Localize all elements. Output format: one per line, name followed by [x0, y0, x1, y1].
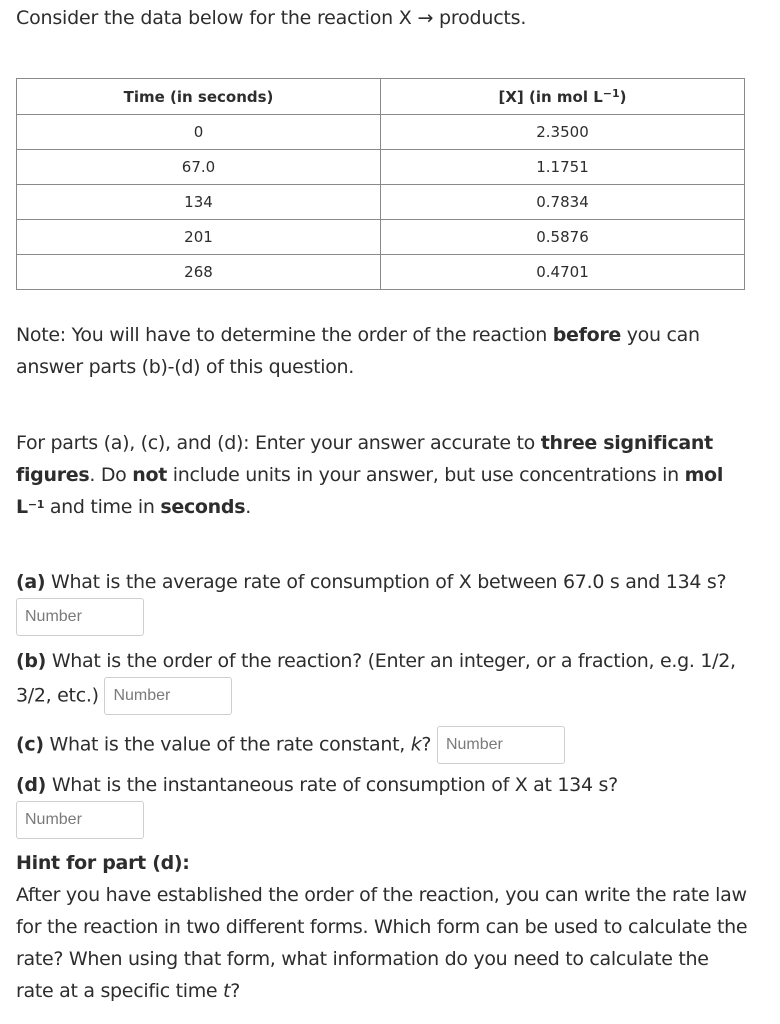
- answer-a-input[interactable]: [16, 598, 144, 636]
- table-row: [17, 115, 745, 150]
- time-cell: 268: [17, 255, 381, 290]
- question-b: (b) What is the order of the reaction? (Enter an integer, or a fraction, e.g. 1/2, 3/2, etc.) Number: [16, 645, 751, 715]
- data-table: [16, 78, 745, 290]
- time-cell: 0: [17, 115, 381, 150]
- note-paragraph: Note: You will have to determine the order of the reaction before you can answer parts (b)-(d) of this question.: [16, 324, 700, 378]
- table-row: [17, 220, 745, 255]
- question-b-label: (b): [16, 650, 47, 672]
- question-d: (d) What is the instantaneous rate of consumption of X at 134 s?: [16, 774, 618, 796]
- table-row: [17, 185, 745, 220]
- question-c-label: (c): [16, 733, 44, 756]
- concentration-cell: 0.7834: [381, 185, 745, 220]
- concentration-column-header: [X] (in mol $L^{-1}$): [381, 79, 745, 115]
- answer-b-input[interactable]: [104, 677, 232, 715]
- time-cell: 134: [17, 185, 381, 220]
- question-c: (c) What is the value of the rate constant, k? Number: [16, 726, 751, 764]
- question-d-label: (d): [16, 774, 47, 796]
- answer-c-input[interactable]: [437, 726, 565, 764]
- concentration-cell: 0.5876: [381, 220, 745, 255]
- intro-text: Consider the data below for the reaction X → products.: [16, 7, 527, 29]
- time-cell: 201: [17, 220, 381, 255]
- time-cell: 67.0: [17, 150, 381, 185]
- concentration-cell: 0.4701: [381, 255, 745, 290]
- concentration-cell: 2.3500: [381, 115, 745, 150]
- question-a-label: (a): [16, 571, 46, 593]
- concentration-cell: 1.1751: [381, 150, 745, 185]
- instructions-paragraph: For parts (a), (c), and (d): Enter your answer accurate to three significant figures. Do not include units in your answer, but use concentrations in mol $L^{-1}$ and time in seconds.: [16, 432, 724, 518]
- table-row: [17, 255, 745, 290]
- hint-block: Hint for part (d): After you have established the order of the reaction, you can write the rate law for the reaction in two different forms. Which form can be used to calculate the rate? When using that form, what information do you need to calculate the rate at a specific time t?: [16, 847, 751, 1007]
- question-a: (a) What is the average rate of consumption of X between 67.0 s and 134 s? Number: [16, 566, 751, 636]
- hint-title: Hint for part (d):: [16, 852, 190, 874]
- table-row: [17, 150, 745, 185]
- table-header-row: [17, 79, 745, 115]
- time-column-header: Time (in seconds): [17, 79, 381, 115]
- answer-d-input[interactable]: [16, 801, 144, 839]
